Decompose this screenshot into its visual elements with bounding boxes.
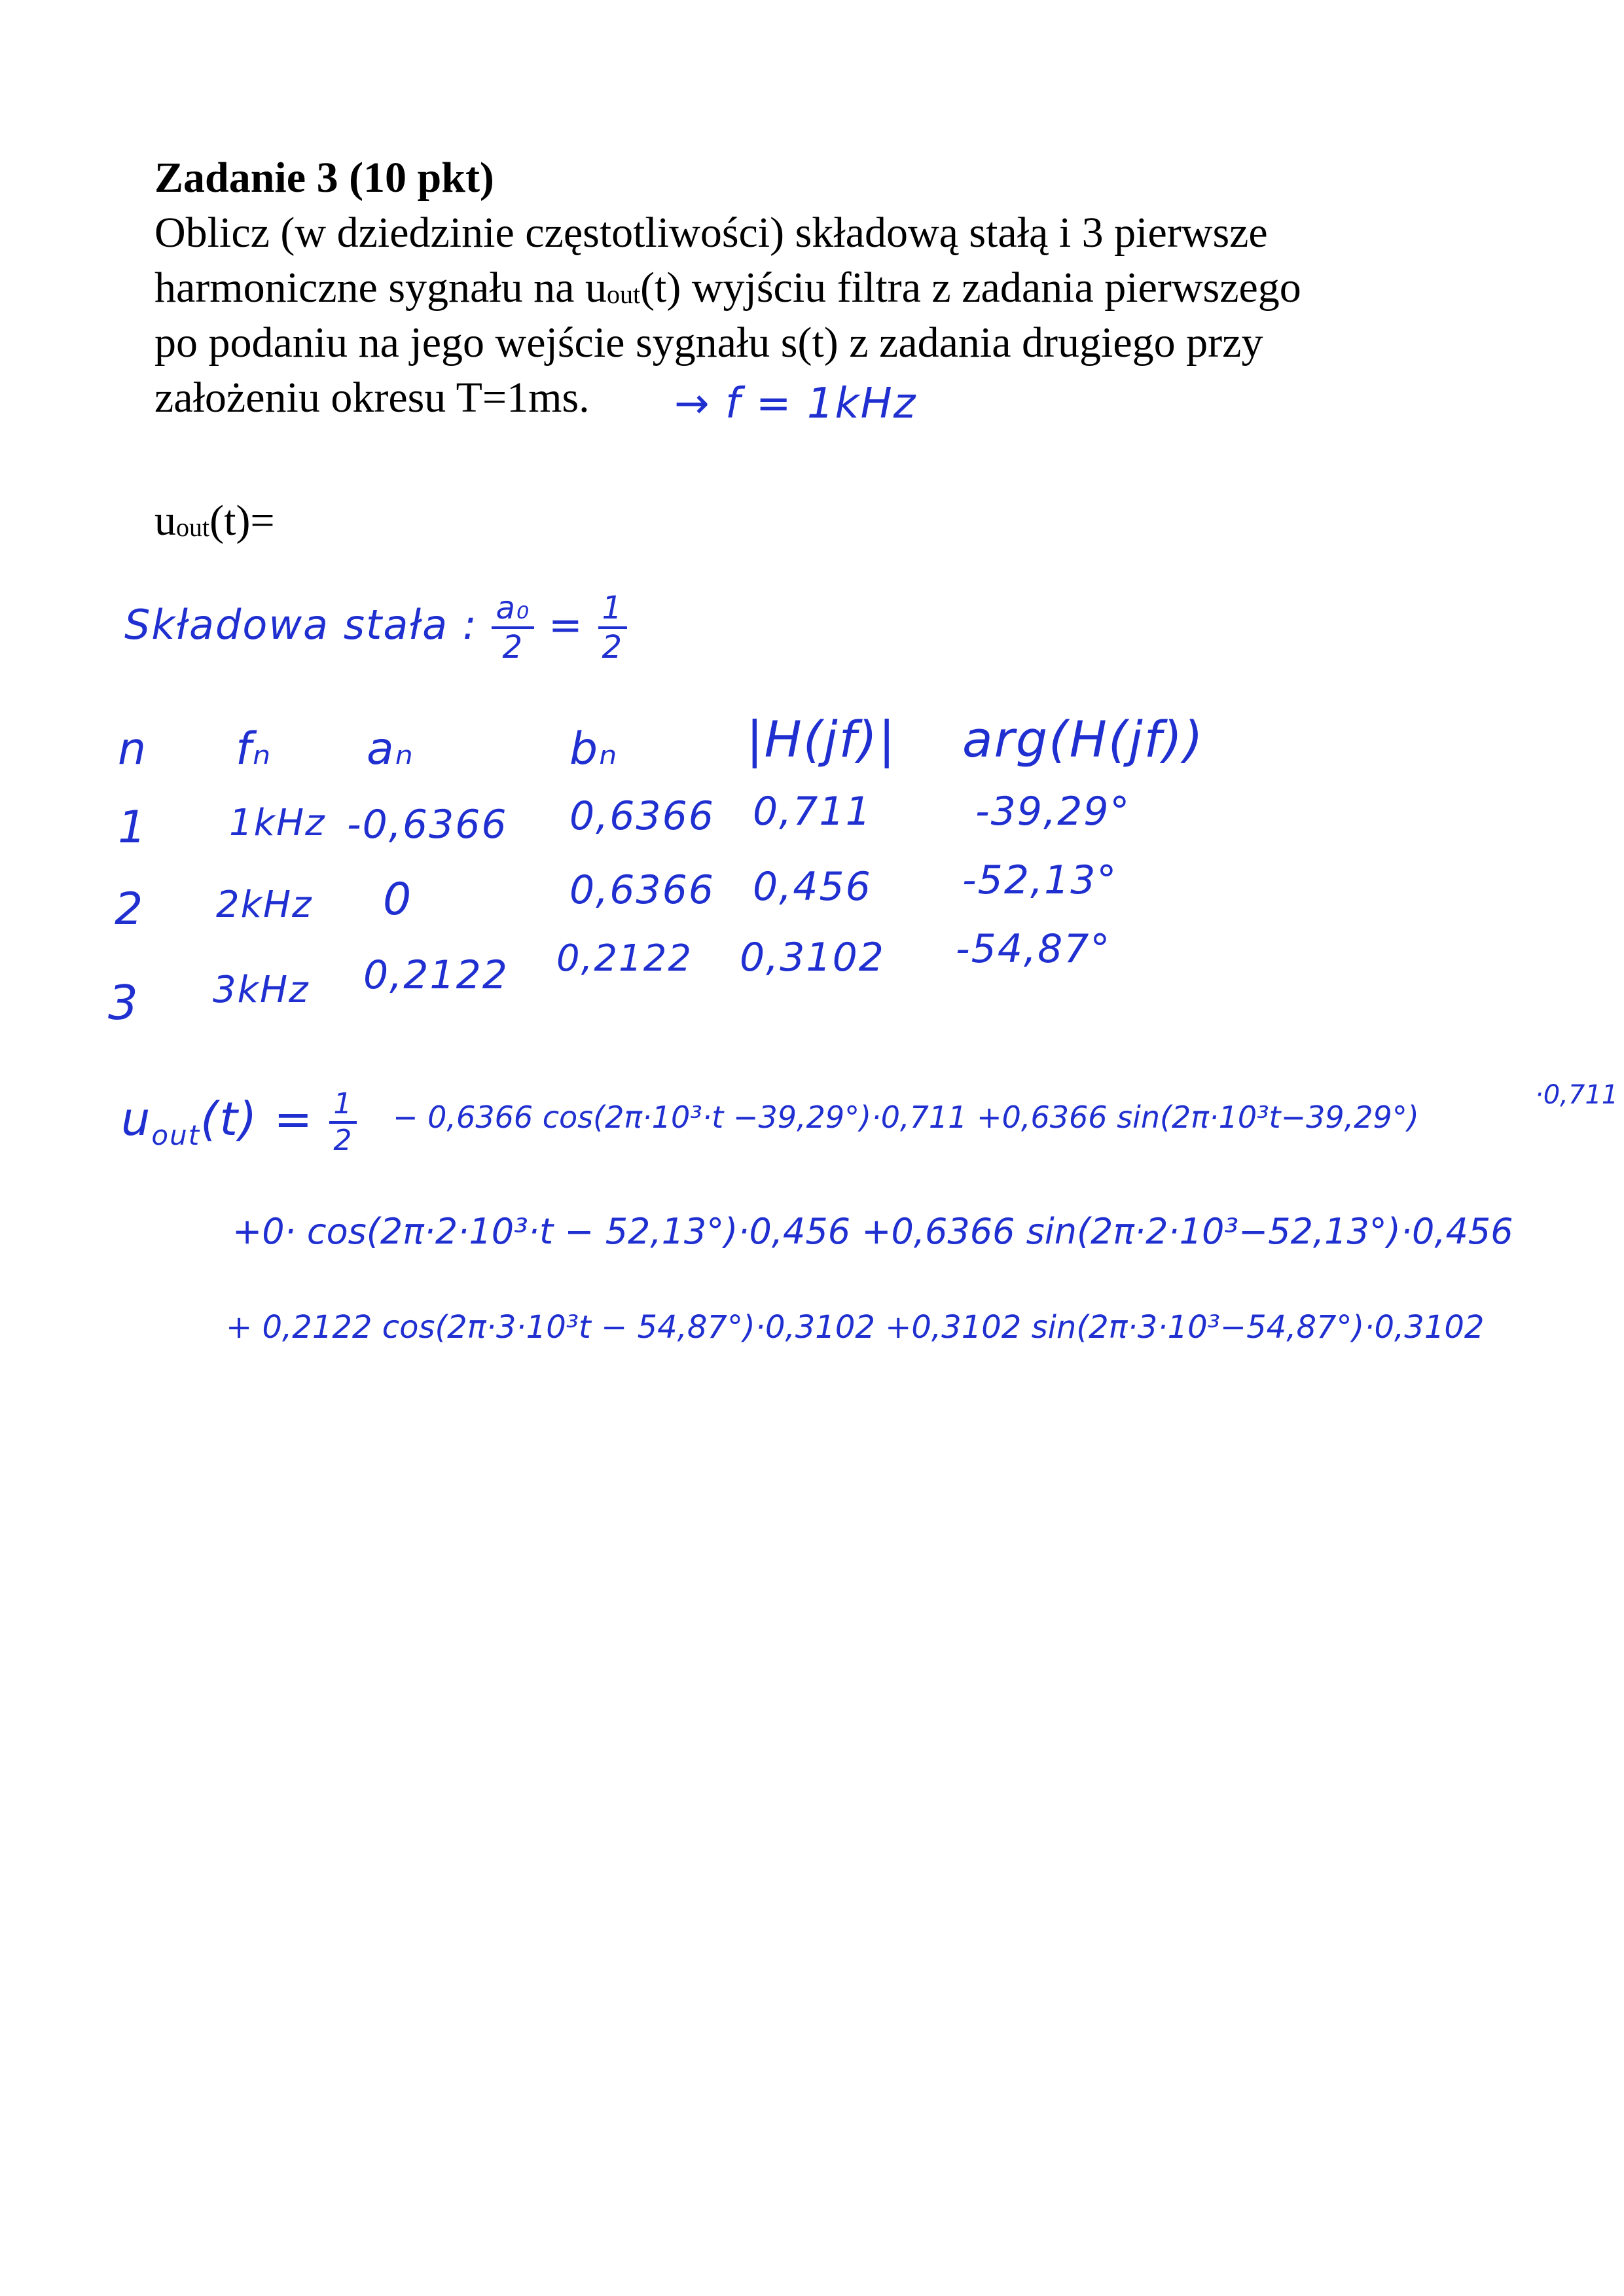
table-header-fn: fₙ (236, 723, 272, 775)
task-line-2-post: (t) wyjściu filtra z zadania pierwszego (640, 264, 1301, 312)
eq-lhs-t: (t) = (200, 1092, 314, 1147)
row-1-bn: 0,6366 (569, 793, 715, 839)
row-3-mag: 0,3102 (740, 935, 885, 980)
row-1-mag: 0,711 (753, 789, 872, 834)
row-2-mag: 0,456 (753, 864, 872, 910)
task-line-2-pre: harmoniczne sygnału na u (154, 264, 607, 312)
row-3-bn: 0,2122 (556, 937, 693, 980)
task-line-4: założeniu okresu T=1ms. (154, 374, 590, 422)
row-2-an: 0 (383, 874, 413, 925)
dc-val-den: 2 (602, 629, 624, 666)
eq-line-1 (121, 1087, 357, 1157)
task-line-2-sub: out (606, 279, 641, 309)
dc-frac-num: a₀ (492, 592, 534, 629)
eq-half-den: 2 (333, 1124, 353, 1157)
eq-line-2: +0· cos(2π·2·10³·t − 52,13°)·0,456 +0,6366 sin(2π·2·10³−52,13°)·0,456 (232, 1211, 1513, 1252)
dc-component (124, 590, 627, 666)
row-3-n: 3 (108, 975, 139, 1030)
table-header-bn: bₙ (569, 723, 619, 775)
table-header-an: aₙ (367, 723, 414, 775)
row-2-arg: -52,13° (962, 857, 1118, 903)
dc-value (598, 590, 628, 666)
row-3-fn: 3kHz (213, 969, 310, 1011)
frequency-note: → f = 1kHz (674, 380, 917, 428)
row-3-an: 0,2122 (363, 952, 509, 998)
task-line-3: po podaniu na jego wejście sygnału s(t) z zadania drugiego przy (154, 319, 1263, 367)
answer-label (154, 493, 275, 548)
dc-val-num: 1 (598, 592, 628, 629)
task-line-2 (154, 260, 1496, 315)
answer-u: u (154, 497, 176, 545)
table-header-arg: arg(H(jf)) (962, 710, 1204, 768)
task-title: Zadanie 3 (10 pkt) (154, 154, 494, 202)
row-1-arg: -39,29° (975, 789, 1131, 834)
row-1-an: -0,6366 (347, 802, 508, 848)
dc-fraction (492, 590, 534, 666)
task-line-1: Oblicz (w dziedzinie częstotliwości) składową stałą i 3 pierwsze (154, 209, 1268, 257)
table-header-n: n (118, 723, 148, 775)
dc-eq: = (548, 601, 584, 649)
table-header-mag: |H(jf)| (746, 710, 897, 768)
dc-label: Składowa stała : (124, 601, 478, 649)
row-1-fn: 1kHz (229, 802, 326, 844)
eq-half (329, 1087, 357, 1157)
row-2-fn: 2kHz (216, 884, 313, 926)
eq-line-1-note: ·0,711 (1535, 1080, 1619, 1110)
row-2-n: 2 (115, 884, 145, 935)
dc-frac-den: 2 (502, 629, 524, 666)
answer-post: (t)= (209, 497, 275, 545)
row-1-n: 1 (118, 802, 148, 853)
answer-sub: out (176, 512, 210, 542)
row-2-bn: 0,6366 (569, 867, 715, 913)
eq-lhs-sub: out (151, 1119, 201, 1152)
eq-line-1-rest: − 0,6366 cos(2π·10³·t −39,29°)·0,711 +0,6366 sin(2π·10³t−39,29°) (393, 1100, 1419, 1135)
row-3-arg: -54,87° (956, 926, 1111, 972)
eq-half-num: 1 (329, 1090, 357, 1124)
eq-line-3: + 0,2122 cos(2π·3·10³t − 54,87°)·0,3102 +0,3102 sin(2π·3·10³−54,87°)·0,3102 (226, 1309, 1485, 1346)
eq-lhs: u (121, 1092, 152, 1147)
